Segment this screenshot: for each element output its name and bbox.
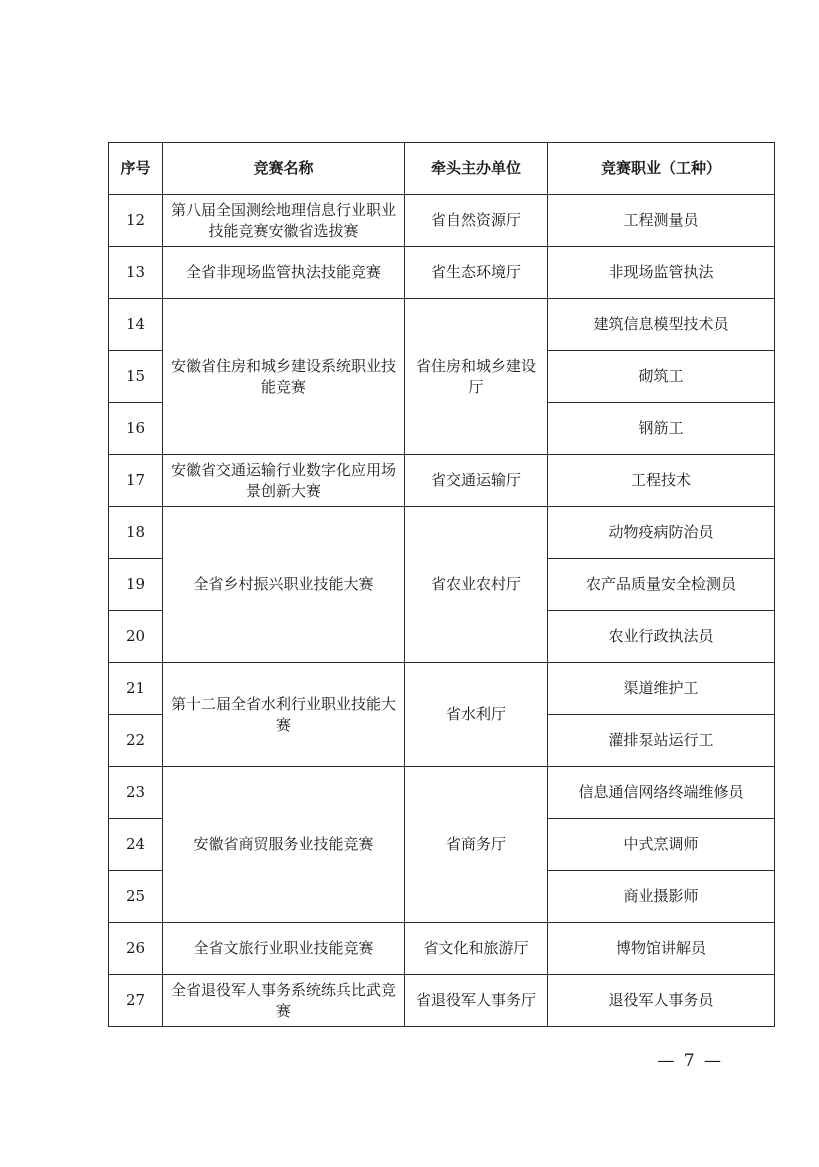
row-num: 18 — [109, 507, 163, 559]
competition-name: 全省乡村振兴职业技能大赛 — [163, 507, 405, 663]
row-num: 23 — [109, 767, 163, 819]
organizer: 省文化和旅游厅 — [405, 923, 548, 975]
page-number: — 7 — — [657, 1051, 723, 1071]
row-num: 27 — [109, 975, 163, 1027]
competition-name: 安徽省商贸服务业技能竞赛 — [163, 767, 405, 923]
competition-name: 全省退役军人事务系统练兵比武竞赛 — [163, 975, 405, 1027]
row-num: 25 — [109, 871, 163, 923]
organizer: 省退役军人事务厅 — [405, 975, 548, 1027]
table-row — [109, 767, 775, 819]
row-num: 21 — [109, 663, 163, 715]
table-row — [109, 507, 775, 559]
table-header-row — [109, 143, 775, 195]
row-num: 19 — [109, 559, 163, 611]
competition-name: 全省非现场监管执法技能竞赛 — [163, 247, 405, 299]
header-org: 牵头主办单位 — [405, 143, 548, 195]
header-num: 序号 — [109, 143, 163, 195]
table-row — [109, 975, 775, 1027]
row-num: 16 — [109, 403, 163, 455]
row-num: 12 — [109, 195, 163, 247]
occupation: 钢筋工 — [548, 403, 775, 455]
table-row — [109, 663, 775, 715]
competition-name: 安徽省交通运输行业数字化应用场景创新大赛 — [163, 455, 405, 507]
occupation: 商业摄影师 — [548, 871, 775, 923]
occupation: 博物馆讲解员 — [548, 923, 775, 975]
table-row — [109, 299, 775, 351]
occupation: 灌排泵站运行工 — [548, 715, 775, 767]
occupation: 砌筑工 — [548, 351, 775, 403]
table-row — [109, 247, 775, 299]
row-num: 24 — [109, 819, 163, 871]
competition-name: 全省文旅行业职业技能竞赛 — [163, 923, 405, 975]
organizer: 省生态环境厅 — [405, 247, 548, 299]
organizer: 省交通运输厅 — [405, 455, 548, 507]
header-name: 竞赛名称 — [163, 143, 405, 195]
header-job: 竞赛职业（工种） — [548, 143, 775, 195]
row-num: 13 — [109, 247, 163, 299]
occupation: 信息通信网络终端维修员 — [548, 767, 775, 819]
row-num: 14 — [109, 299, 163, 351]
occupation: 非现场监管执法 — [548, 247, 775, 299]
organizer: 省农业农村厅 — [405, 507, 548, 663]
occupation: 工程技术 — [548, 455, 775, 507]
occupation: 工程测量员 — [548, 195, 775, 247]
competition-name: 第十二届全省水利行业职业技能大赛 — [163, 663, 405, 767]
table-row — [109, 923, 775, 975]
row-num: 26 — [109, 923, 163, 975]
competition-name: 安徽省住房和城乡建设系统职业技能竞赛 — [163, 299, 405, 455]
occupation: 农产品质量安全检测员 — [548, 559, 775, 611]
organizer: 省商务厅 — [405, 767, 548, 923]
occupation: 建筑信息模型技术员 — [548, 299, 775, 351]
occupation: 渠道维护工 — [548, 663, 775, 715]
table-row — [109, 195, 775, 247]
occupation: 动物疫病防治员 — [548, 507, 775, 559]
competition-table — [108, 142, 775, 1027]
row-num: 17 — [109, 455, 163, 507]
occupation: 中式烹调师 — [548, 819, 775, 871]
competition-name: 第八届全国测绘地理信息行业职业技能竞赛安徽省选拔赛 — [163, 195, 405, 247]
row-num: 22 — [109, 715, 163, 767]
row-num: 20 — [109, 611, 163, 663]
organizer: 省住房和城乡建设厅 — [405, 299, 548, 455]
row-num: 15 — [109, 351, 163, 403]
organizer: 省自然资源厅 — [405, 195, 548, 247]
organizer: 省水利厅 — [405, 663, 548, 767]
table-row — [109, 455, 775, 507]
occupation: 退役军人事务员 — [548, 975, 775, 1027]
occupation: 农业行政执法员 — [548, 611, 775, 663]
